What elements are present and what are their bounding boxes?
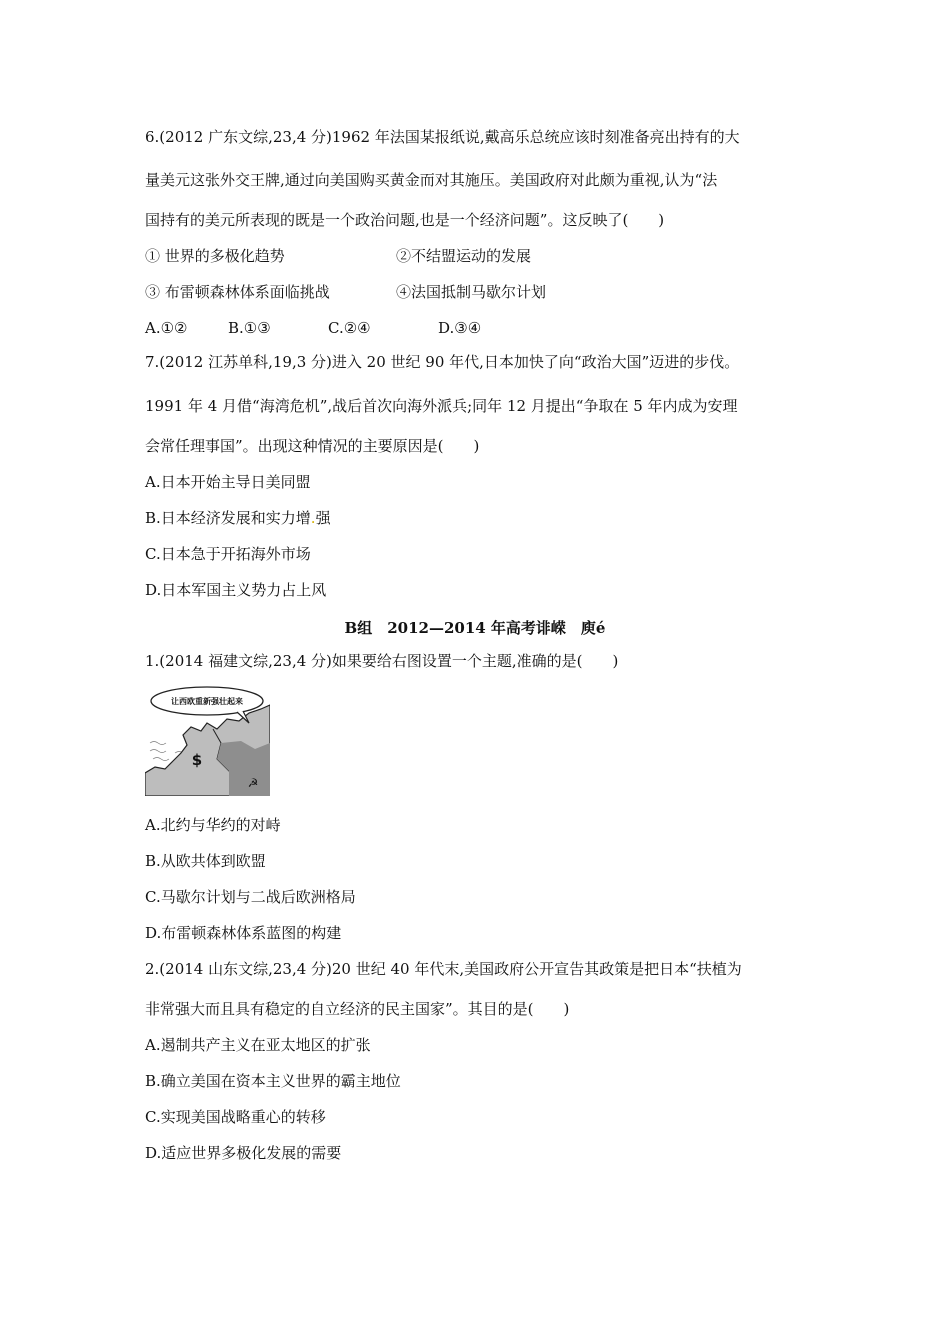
dollar-symbol: $ xyxy=(191,751,203,769)
section-b-heading: B组 2012—2014 年高考诽嵘 庾é xyxy=(344,619,606,637)
q7-option-a: A.日本开始主导日美同盟 xyxy=(145,473,311,491)
q6-stem-line-1: 6.(2012 广东文综,23,4 分)1962 年法国某报纸说,戴高乐总统应该时刻准备亮出持有的大 xyxy=(145,128,740,146)
q7-option-b-text-1: B.日本经济发展和实力增 xyxy=(145,509,311,527)
q7-option-d: D.日本军国主义势力占上风 xyxy=(145,581,327,599)
b-q1-option-a: A.北约与华约的对峙 xyxy=(145,816,281,834)
cartoon-western-europe-image xyxy=(145,683,270,796)
q6-item-2: ②不结盟运动的发展 xyxy=(396,247,532,265)
q7-option-b xyxy=(145,508,331,528)
q6-item-4: ④法国抵制马歇尔计划 xyxy=(396,283,547,301)
b-q2-stem-line-2: 非常强大而且具有稳定的自立经济的民主国家”。其目的是( ) xyxy=(145,1000,570,1018)
q6-option-b: B.①③ xyxy=(228,319,271,337)
q6-stem-line-3: 国持有的美元所表现的既是一个政治问题,也是一个经济问题”。这反映了( ) xyxy=(145,211,665,229)
cartoon-caption: 让西欧重新强壮起来 xyxy=(171,697,243,706)
q6-option-c: C.②④ xyxy=(328,319,371,337)
b-q2-option-b: B.确立美国在资本主义世界的霸主地位 xyxy=(145,1072,401,1090)
q7-option-b-text-2: 强 xyxy=(315,509,331,527)
q7-stem-line-3: 会常任理事国”。出现这种情况的主要原因是( ) xyxy=(145,437,480,455)
q6-stem-line-2: 量美元这张外交王牌,通过向美国购买黄金而对其施压。美国政府对此颇为重视,认为“法 xyxy=(145,171,718,189)
q7-option-b-mark: . xyxy=(310,509,316,527)
q6-item-1: ① 世界的多极化趋势 xyxy=(145,247,285,265)
b-q2-option-a: A.遏制共产主义在亚太地区的扩张 xyxy=(145,1036,371,1054)
q6-option-a: A.①② xyxy=(145,319,188,337)
q7-stem-line-1: 7.(2012 江苏单科,19,3 分)进入 20 世纪 90 年代,日本加快了向“政治大国”迈进的步伐。 xyxy=(145,353,740,371)
b-q2-option-d: D.适应世界多极化发展的需要 xyxy=(145,1144,342,1162)
q6-item-3: ③ 布雷顿森林体系面临挑战 xyxy=(145,283,330,301)
q7-option-c: C.日本急于开拓海外市场 xyxy=(145,545,311,563)
b-q1-stem: 1.(2014 福建文综,23,4 分)如果要给右图设置一个主题,准确的是( ) xyxy=(145,652,619,670)
b-q1-option-d: D.布雷顿森林体系蓝图的构建 xyxy=(145,924,342,942)
b-q1-option-c: C.马歇尔计划与二战后欧洲格局 xyxy=(145,888,356,906)
q7-stem-line-2: 1991 年 4 月借“海湾危机”,战后首次向海外派兵;同年 12 月提出“争取在 5 年内成为安理 xyxy=(145,397,738,415)
hammer-sickle-symbol: ☭ xyxy=(247,776,259,790)
b-q1-option-b: B.从欧共体到欧盟 xyxy=(145,852,266,870)
b-q2-stem-line-1: 2.(2014 山东文综,23,4 分)20 世纪 40 年代末,美国政府公开宣告其政策是把日本“扶植为 xyxy=(145,960,742,978)
b-q2-option-c: C.实现美国战略重心的转移 xyxy=(145,1108,326,1126)
q6-option-d: D.③④ xyxy=(438,319,482,337)
